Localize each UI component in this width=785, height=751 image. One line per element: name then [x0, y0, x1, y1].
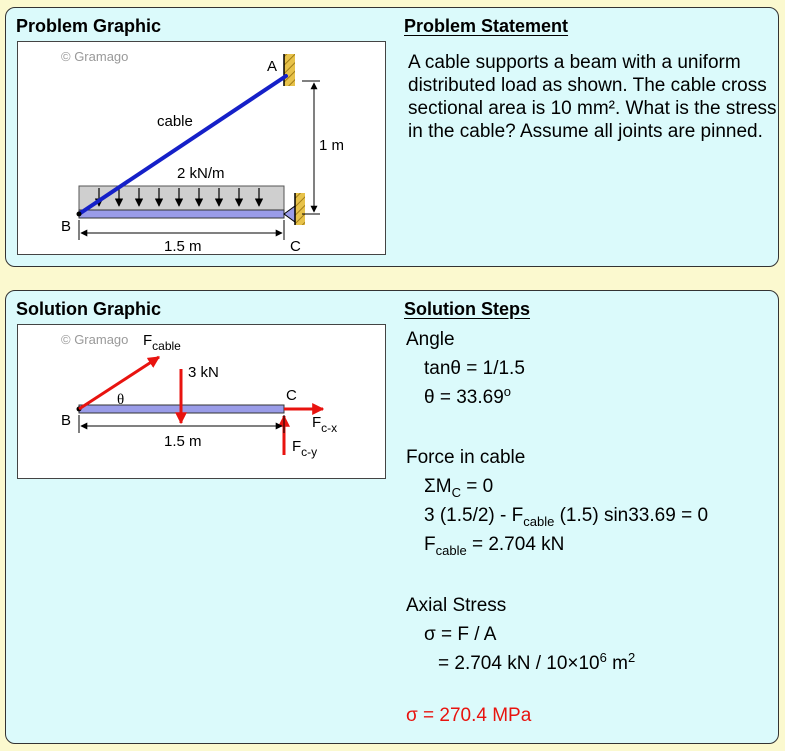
solution-panel [5, 290, 779, 744]
pin-b [77, 212, 82, 217]
span-label: 1.5 m [164, 433, 202, 450]
theta-result: $\theta = 33.69^o$ [424, 384, 512, 408]
problem-graphic-title: Problem Graphic [16, 16, 162, 36]
fcable-result: $F_{cable} = 2.704$ kN [424, 534, 565, 558]
load-label: 3 kN [188, 364, 219, 381]
label-b: B [61, 412, 72, 429]
sigma-equation: σ = F / A [424, 624, 497, 645]
label-c: C [286, 387, 297, 404]
watermark: © Gramago [61, 49, 129, 64]
fcy-label: $F_{c-y}$ [292, 438, 318, 459]
force-heading: Force in cable [406, 447, 526, 468]
moment-equation: $\Sigma M_C = 0$ [424, 476, 494, 500]
load-label: 2 kN/m [177, 165, 225, 182]
moment-expansion: 3 $(1.5/2) - F_{cable}$ (1.5) sin33.69 = 0 [424, 505, 709, 529]
stress-calculation: = 2.704 kN / $10\times 10^6$ $m^2$ [438, 650, 636, 674]
solution-graphic [17, 324, 386, 479]
pin-support-c [284, 206, 295, 222]
span-label: 1.5 m [164, 238, 202, 255]
angle-heading: Angle [406, 329, 455, 350]
wall-support-c [295, 193, 305, 225]
solution-graphic-title: Solution Graphic [16, 299, 162, 319]
beam [79, 210, 284, 218]
watermark: © Gramago [61, 332, 129, 347]
fcable-label: $F_{cable}$ [143, 332, 181, 353]
problem-panel [5, 7, 779, 267]
distributed-load-box [79, 186, 284, 210]
problem-statement-text: A cable supports a beam with a uniform distributed load as shown. The cable cross sectional area is 10 mm². What is the stress in the cable? Assume all joints are pinned. [408, 52, 777, 142]
cable-label: cable [157, 113, 193, 130]
wall-support-a [284, 54, 295, 86]
problem-graphic [17, 41, 386, 255]
fcx-label: $F_{c-x}$ [312, 414, 338, 435]
label-a: A [267, 58, 278, 75]
label-c: C [290, 238, 301, 255]
final-answer: σ = 270.4 MPa [406, 705, 532, 726]
theta-label: θ [117, 392, 125, 408]
label-b: B [61, 218, 72, 235]
problem-statement-title: Problem Statement [404, 16, 569, 36]
solution-steps-title: Solution Steps [404, 299, 530, 319]
free-body-diagram [18, 325, 387, 480]
problem-diagram [18, 42, 387, 256]
tan-equation: tanθ = 1/1.5 [424, 358, 525, 379]
height-label: 1 m [319, 137, 345, 154]
stress-heading: Axial Stress [406, 595, 507, 616]
